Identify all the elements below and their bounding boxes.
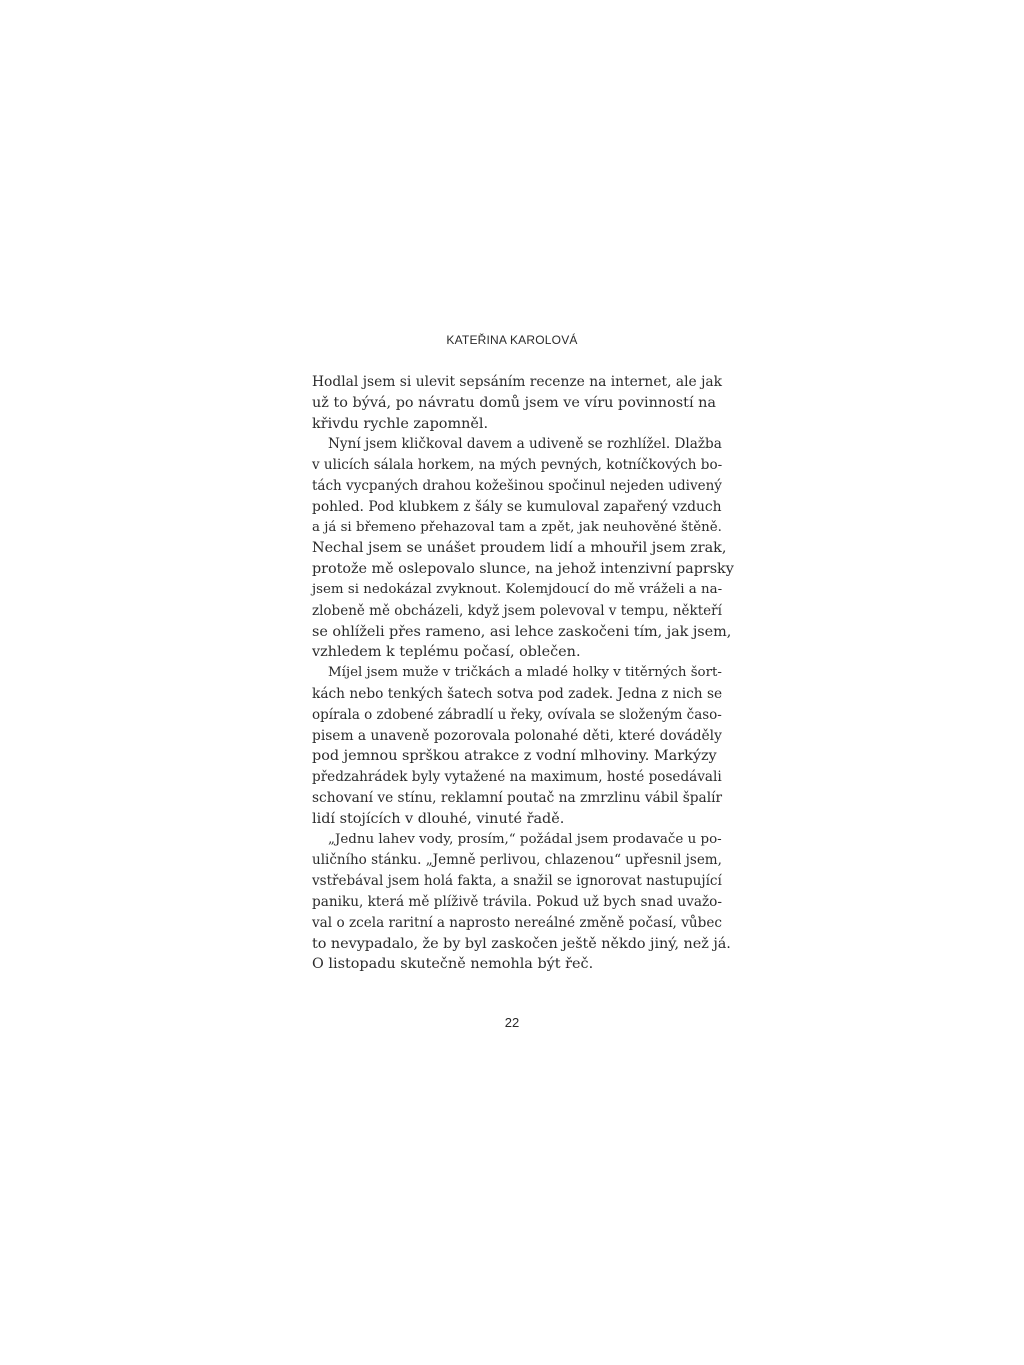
text-line: Nechal jsem se unášet proudem lidí a mhouřil jsem zrak, xyxy=(312,540,727,557)
text-line: se ohlíželi přes rameno, asi lehce zaskočeni tím, jak jsem, xyxy=(312,623,732,640)
page-number: 22 xyxy=(504,1015,520,1030)
text-line: tách vycpaných drahou kožešinou spočinul nejeden udivený xyxy=(312,477,722,494)
text-line: už to bývá, po návratu domů jsem ve víru povinností na xyxy=(312,394,716,411)
text-line: uličního stánku. „Jemně perlivou, chlazenou“ upřesnil jsem, xyxy=(312,852,722,869)
text-line: O listopadu skutečně nemohla být řeč. xyxy=(312,956,594,973)
text-line: lidí stojících v dlouhé, vinuté řadě. xyxy=(312,810,565,827)
running-head-author: KATEŘINA KAROLOVÁ xyxy=(446,333,578,347)
text-line: pisem a unaveně pozorovala polonahé děti, které dováděly xyxy=(312,727,722,744)
text-line: Nyní jsem kličkoval davem a udiveně se rozhlížel. Dlažba xyxy=(328,436,722,453)
text-line: vstřebával jsem holá fakta, a snažil se ignorovat nastupující xyxy=(312,873,722,890)
text-line: pohled. Pod klubkem z šály se kumuloval zapařený vzduch xyxy=(312,498,722,515)
text-line: val o zcela raritní a naprosto nereálné změně počasí, vůbec xyxy=(312,914,722,931)
text-line: křivdu rychle zapomněl. xyxy=(312,415,489,432)
text-line: protože mě oslepovalo slunce, na jehož intenzivní paprsky xyxy=(312,561,734,578)
text-line: vzhledem k teplému počasí, oblečen. xyxy=(312,644,581,661)
text-line: opírala o zdobené zábradlí u řeky, ovívala se složeným časo- xyxy=(312,706,722,723)
text-line: v ulicích sálala horkem, na mých pevných, kotníčkových bo- xyxy=(312,457,723,474)
text-line: Hodlal jsem si ulevit sepsáním recenze na internet, ale jak xyxy=(312,374,723,390)
body-text xyxy=(312,372,734,975)
text-line: jsem si nedokázal zvyknout. Kolemjdoucí do mě vráželi a na- xyxy=(312,581,723,597)
text-line: a já si břemeno přehazoval tam a zpět, jak neuhověné štěně. xyxy=(312,519,722,535)
text-line: schovaní ve stínu, reklamní poutač na zmrzlinu vábil špalír xyxy=(312,789,723,806)
text-line: pod jemnou sprškou atrakce z vodní mlhoviny. Markýzy xyxy=(312,748,717,765)
text-line: paniku, která mě plíživě trávila. Pokud už bych snad uvažo- xyxy=(312,893,722,910)
text-line: „Jednu lahev vody, prosím,“ požádal jsem prodavače u po- xyxy=(328,831,722,847)
text-line: zlobeně mě obcházeli, když jsem polevoval v tempu, někteří xyxy=(312,602,722,619)
text-line: to nevypadalo, že by byl zaskočen ještě někdo jiný, než já. xyxy=(312,935,731,952)
text-line: předzahrádek byly vytažené na maximum, hosté posedávali xyxy=(312,769,722,786)
text-line: Míjel jsem muže v tričkách a mladé holky v titěrných šort- xyxy=(328,665,722,681)
text-line: kách nebo tenkých šatech sotva pod zadek. Jedna z nich se xyxy=(312,685,723,702)
